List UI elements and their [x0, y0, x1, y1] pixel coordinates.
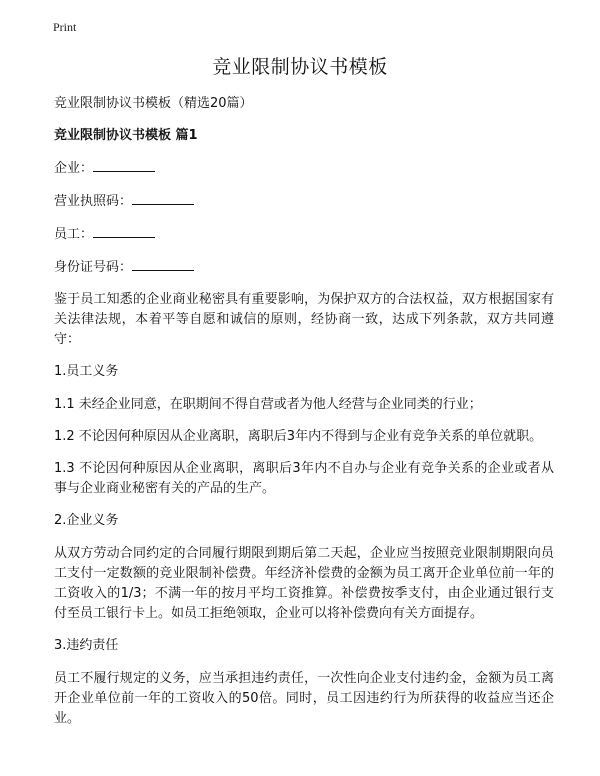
- field-license: [54, 191, 554, 211]
- section-3-heading: 3.违约责任: [54, 638, 119, 653]
- field-license-blank: [132, 191, 194, 205]
- document-title: 竞业限制协议书模板: [212, 56, 388, 78]
- field-company-blank: [93, 158, 155, 172]
- print-label: Print: [53, 20, 77, 34]
- field-id-number: [54, 257, 554, 277]
- clause-1-3: 1.3 不论因何种原因从企业离职，离职后3年内不自办与企业有竞争关系的企业或者从事与企业商业秘密有关的产品的生产。: [54, 461, 554, 496]
- field-company: [54, 158, 554, 178]
- field-license-label: 营业执照码：: [54, 194, 133, 209]
- section-2-heading: 2.企业义务: [54, 513, 119, 528]
- field-employee: [54, 224, 554, 244]
- section-1-heading: 1.员工义务: [54, 364, 119, 379]
- field-company-label: 企业：: [54, 161, 94, 176]
- document-subtitle: 竞业限制协议书模板（精选20篇）: [54, 96, 253, 111]
- intro-paragraph: 鉴于员工知悉的企业商业秘密具有重要影响，为保护双方的合法权益，双方根据国家有关法律法规，本着平等自愿和诚信的原则，经协商一致，达成下列条款，双方共同遵守：: [54, 292, 554, 347]
- section-2-body: 从双方劳动合同约定的合同履行期限到期后第二天起，企业应当按照竞业限制期限向员工支付一定数额的竞业限制补偿费。年经济补偿费的金额为员工离开企业单位前一年的工资收入的1/3；不满一年的按月平均工资推算。补偿费按季支付，由企业通过银行支付至员工银行卡上。如员工拒绝领取，企业可以将补偿费向有关方面提存。: [54, 546, 554, 621]
- document-body: [54, 94, 554, 741]
- section-heading: 竞业限制协议书模板 篇1: [54, 128, 198, 143]
- section-3-body: 员工不履行规定的义务，应当承担违约责任，一次性向企业支付违约金，金额为员工离开企业单位前一年的工资收入的50倍。同时，员工因违约行为所获得的收益应当还企业。: [54, 671, 554, 726]
- field-employee-blank: [93, 224, 155, 238]
- field-id-number-blank: [132, 257, 194, 271]
- field-id-number-label: 身份证号码：: [54, 260, 133, 275]
- field-employee-label: 员工：: [54, 227, 94, 242]
- clause-1-1: 1.1 未经企业同意，在职期间不得自营或者为他人经营与企业同类的行业；: [54, 397, 482, 412]
- clause-1-2: 1.2 不论因何种原因从企业离职，离职后3年内不得到与企业有竞争关系的单位就职。: [54, 429, 543, 444]
